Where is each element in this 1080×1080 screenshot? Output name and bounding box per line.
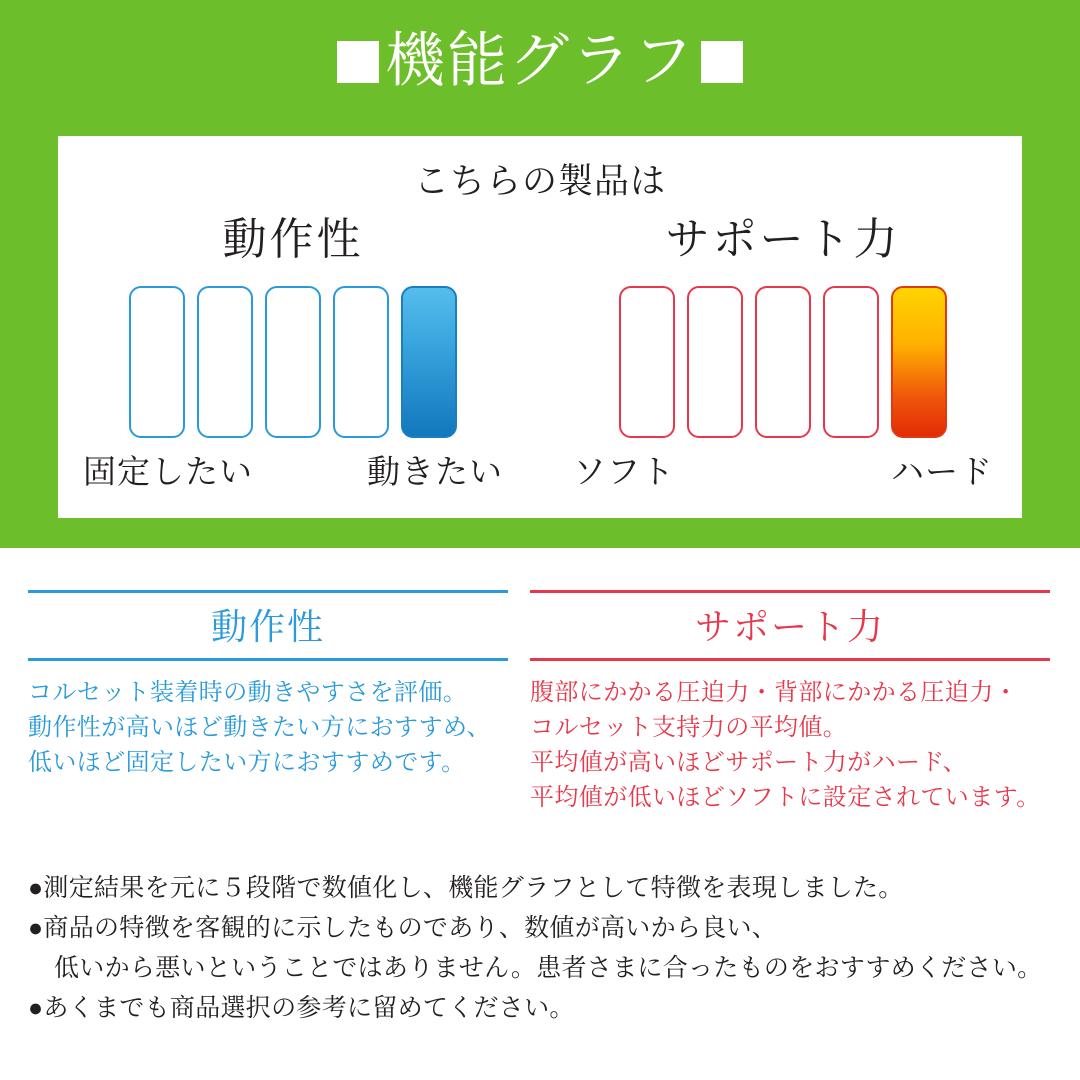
legend-line: コルセット支持力の平均値。 — [530, 714, 848, 741]
legend-mobility-body — [28, 675, 508, 780]
meter-support-bars — [619, 286, 947, 438]
legend-support-body — [530, 675, 1050, 815]
bar-segment-1 — [619, 286, 675, 438]
title-square-left-icon — [337, 41, 379, 83]
legend-section — [0, 590, 1080, 840]
legend-column-support — [530, 590, 1050, 815]
footnote-line: 低いから悪いということではありません。患者さまに合ったものをおすすめください。 — [54, 954, 1043, 982]
title-square-right-icon — [701, 41, 743, 83]
legend-line: 平均値が高いほどサポート力がハード、 — [530, 749, 968, 776]
meter-support-heading: サポート力 — [665, 215, 901, 264]
bar-segment-2 — [197, 286, 253, 438]
meter-mobility-low-label: 固定したい — [83, 453, 253, 490]
legend-support-title: サポート力 — [530, 590, 1050, 661]
meter-support-labels — [573, 446, 993, 493]
footnote-line: ●測定結果を元に５段階で数値化し、機能グラフとして特徴を表現しました。 — [28, 874, 904, 902]
bar-segment-5 — [891, 286, 947, 438]
legend-line: 平均値が低いほどソフトに設定されています。 — [530, 784, 1041, 811]
meter-card — [58, 136, 1022, 518]
footnote-line: ●あくまでも商品選択の参考に留めてください。 — [28, 994, 575, 1022]
bar-segment-4 — [823, 286, 879, 438]
bar-segment-1 — [129, 286, 185, 438]
legend-line: コルセット装着時の動きやすさを評価。 — [28, 679, 468, 706]
legend-line: 腹部にかかる圧迫力・背部にかかる圧迫力・ — [530, 679, 1018, 706]
legend-line: 低いほど固定したい方におすすめです。 — [28, 749, 466, 776]
meter-mobility — [78, 212, 508, 493]
bar-segment-2 — [687, 286, 743, 438]
meter-mobility-bars — [129, 286, 457, 438]
meter-mobility-high-label: 動きたい — [367, 453, 503, 490]
legend-line: 動作性が高いほど動きたい方におすすめ、 — [28, 714, 491, 741]
bar-segment-3 — [755, 286, 811, 438]
bar-segment-4 — [333, 286, 389, 438]
card-lead-text: こちらの製品は — [413, 162, 666, 201]
meter-support-high-label: ハード — [891, 453, 993, 490]
footnotes — [28, 868, 1058, 1028]
meter-support — [568, 212, 998, 493]
legend-mobility-title: 動作性 — [28, 590, 508, 661]
meter-support-low-label: ソフト — [573, 453, 675, 490]
footnote-line: ●商品の特徴を客観的に示したものであり、数値が高いから良い、 — [28, 914, 778, 942]
bar-segment-5 — [401, 286, 457, 438]
meter-mobility-heading: 動作性 — [222, 215, 364, 264]
legend-column-mobility — [28, 590, 508, 780]
meter-mobility-labels — [83, 446, 503, 493]
page-title-text: 機能グラフ — [385, 27, 695, 94]
bar-segment-3 — [265, 286, 321, 438]
page-title — [0, 24, 1080, 98]
